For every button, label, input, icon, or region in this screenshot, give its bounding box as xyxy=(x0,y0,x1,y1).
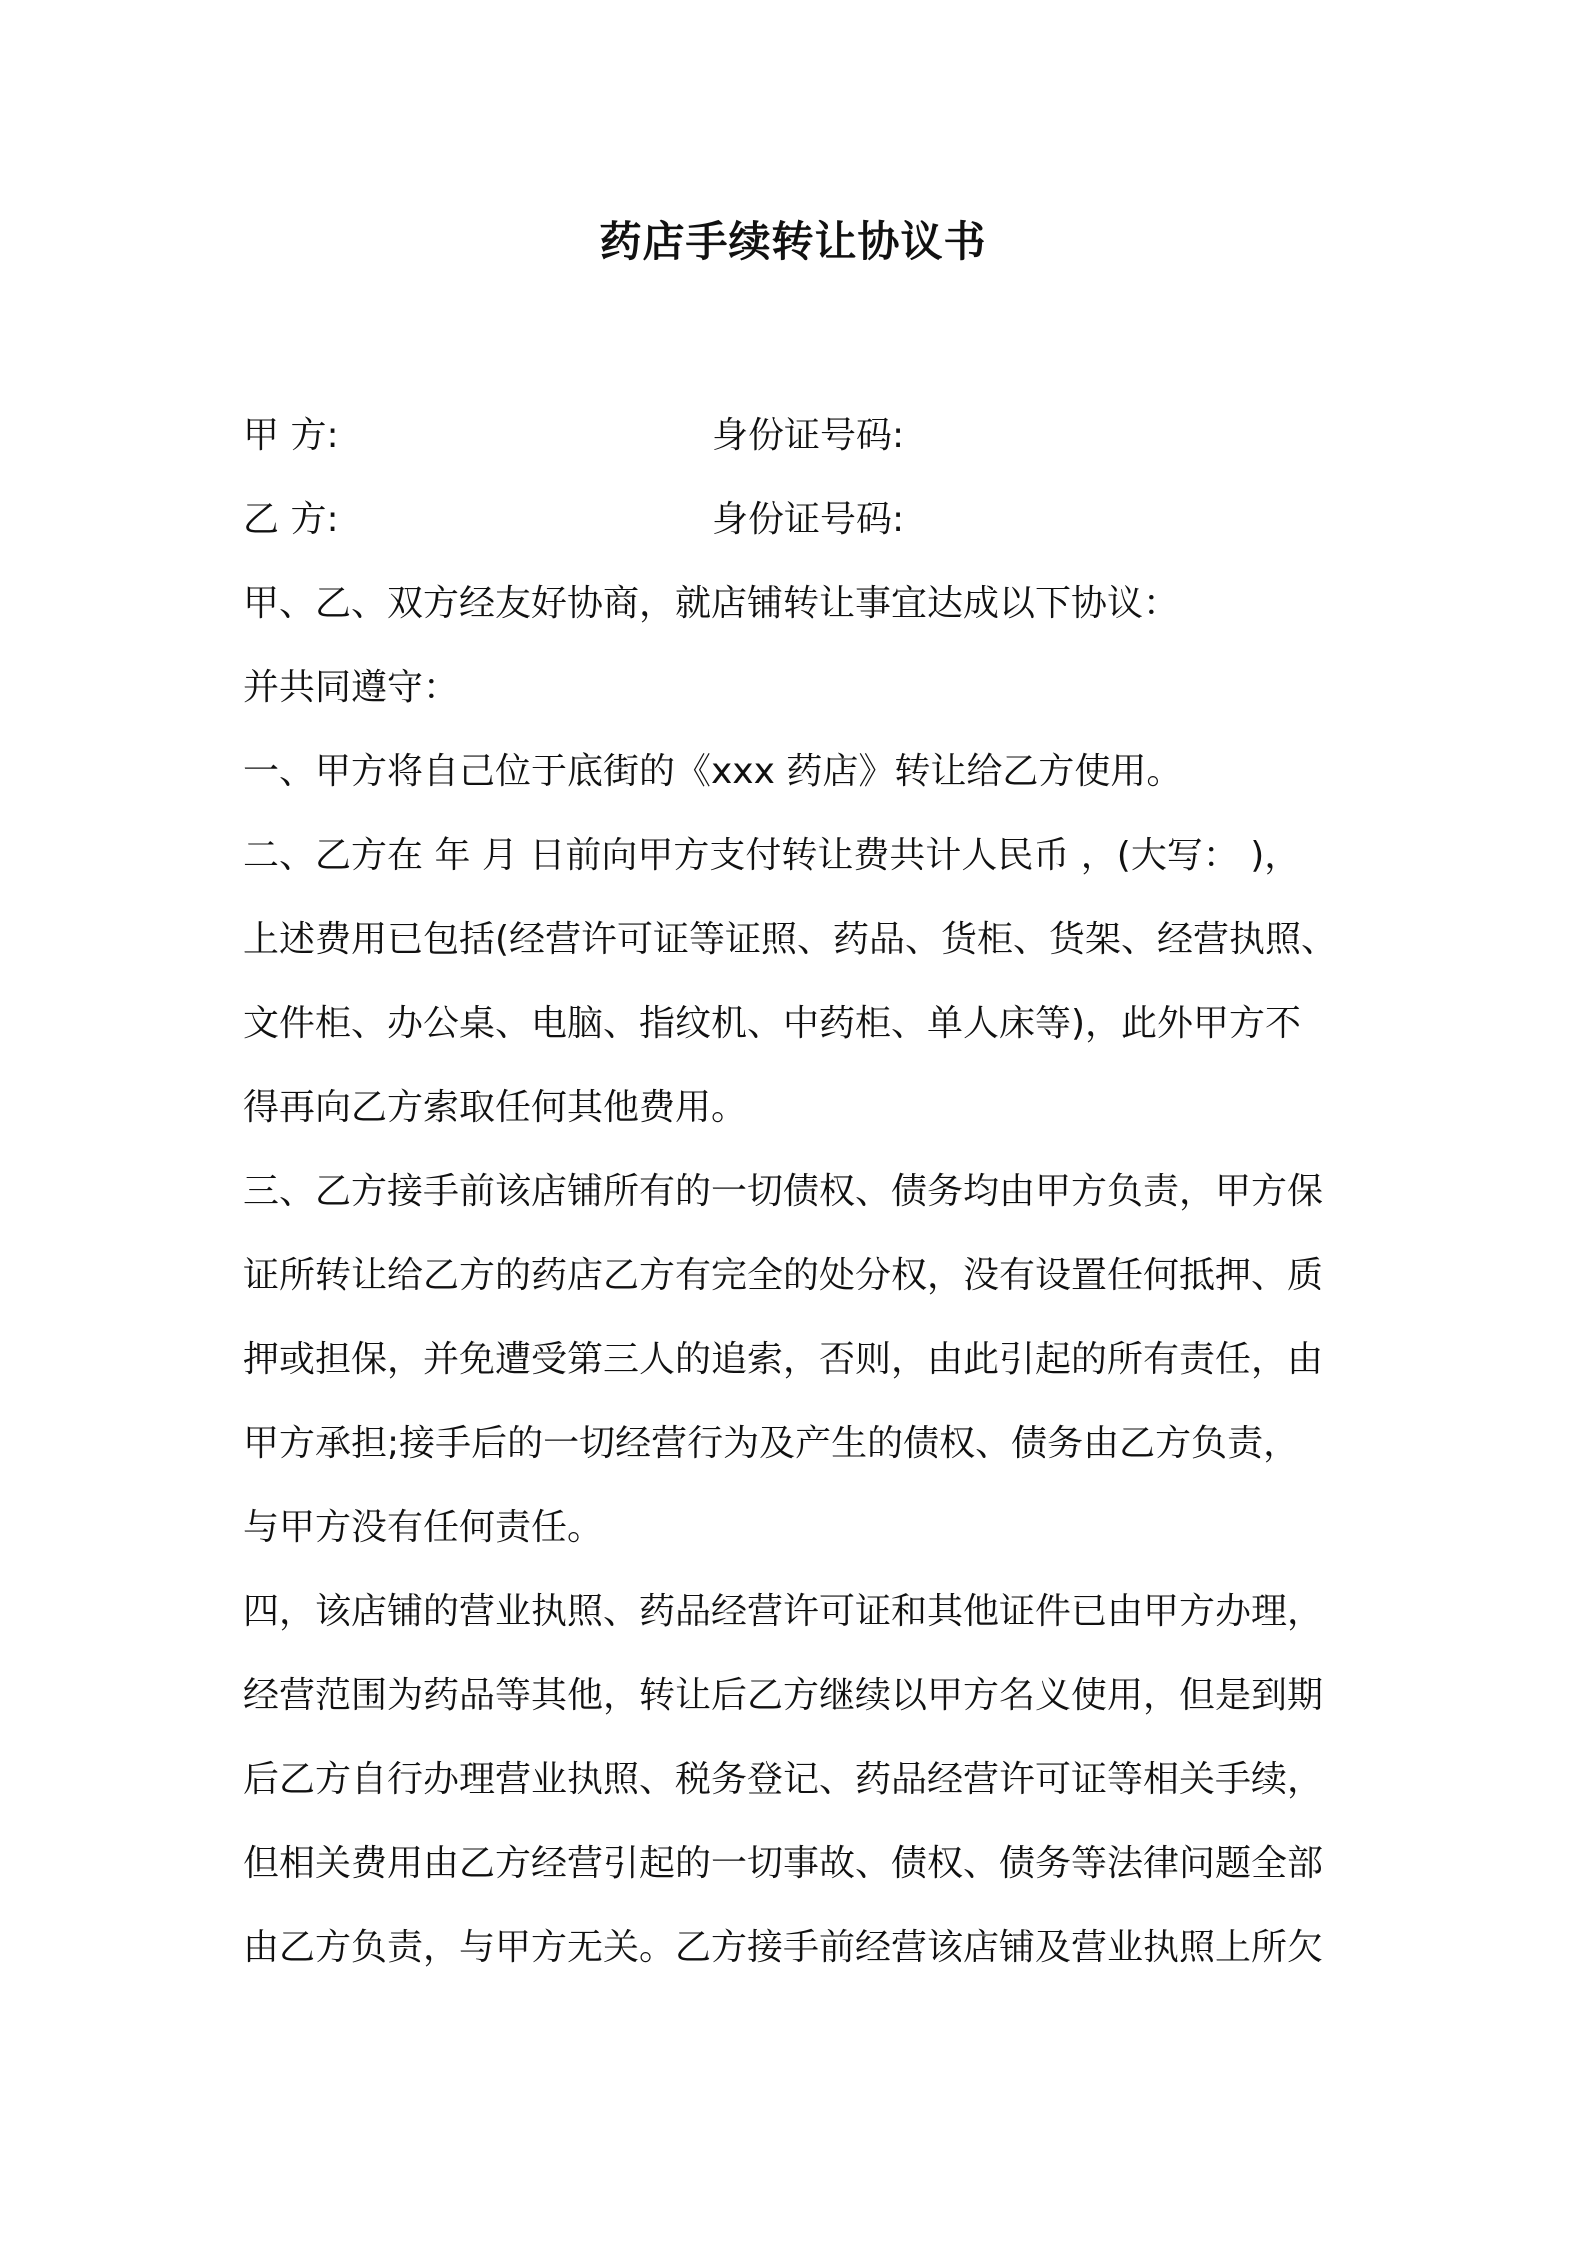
clause-4-line: 四，该店铺的营业执照、药品经营许可证和其他证件已由甲方办理， xyxy=(243,1591,1324,1632)
party-a-id-label: 身份证号码: xyxy=(712,415,905,456)
party-a-label: 甲 方: xyxy=(243,415,339,456)
clause-2-line: 文件柜、办公桌、电脑、指纹机、中药柜、单人床等)，此外甲方不 xyxy=(243,1003,1302,1044)
document-title: 药店手续转让协议书 xyxy=(599,217,987,266)
party-a-row xyxy=(0,406,1586,466)
clause-4-line: 但相关费用由乙方经营引起的一切事故、债权、债务等法律问题全部 xyxy=(243,1843,1324,1884)
clause-3-line: 三、乙方接手前该店铺所有的一切债权、债务均由甲方负责，甲方保 xyxy=(243,1171,1324,1212)
clause-3-line: 押或担保，并免遭受第三人的追索，否则，由此引起的所有责任，由 xyxy=(243,1339,1324,1380)
clause-3-line: 证所转让给乙方的药店乙方有完全的处分权，没有设置任何抵押、质 xyxy=(243,1255,1324,1296)
party-b-row xyxy=(0,490,1586,550)
clause-4-line: 经营范围为药品等其他，转让后乙方继续以甲方名义使用，但是到期 xyxy=(243,1675,1324,1716)
party-b-id-label: 身份证号码: xyxy=(712,499,905,540)
clause-2-line: 二、乙方在 年 月 日前向甲方支付转让费共计人民币 ，(大写： )， xyxy=(243,835,1301,876)
clause-3-line: 与甲方没有任何责任。 xyxy=(243,1507,604,1548)
clause-2-line: 得再向乙方索取任何其他费用。 xyxy=(243,1087,748,1128)
clause-3-line: 甲方承担;接手后的一切经营行为及产生的债权、债务由乙方负责， xyxy=(243,1423,1300,1464)
clause-2-line: 上述费用已包括(经营许可证等证照、药品、货柜、货架、经营执照、 xyxy=(243,919,1338,960)
body-line: 甲、乙、双方经友好协商，就店铺转让事宜达成以下协议： xyxy=(243,583,1180,624)
party-b-label: 乙 方: xyxy=(243,499,339,540)
clause-4-line: 后乙方自行办理营业执照、税务登记、药品经营许可证等相关手续， xyxy=(243,1759,1324,1800)
clause-1-line: 一、甲方将自己位于底街的《xxx 药店》转让给乙方使用。 xyxy=(243,751,1183,792)
clause-4-line: 由乙方负责，与甲方无关。乙方接手前经营该店铺及营业执照上所欠 xyxy=(243,1927,1324,1968)
body-line: 并共同遵守： xyxy=(243,667,460,708)
